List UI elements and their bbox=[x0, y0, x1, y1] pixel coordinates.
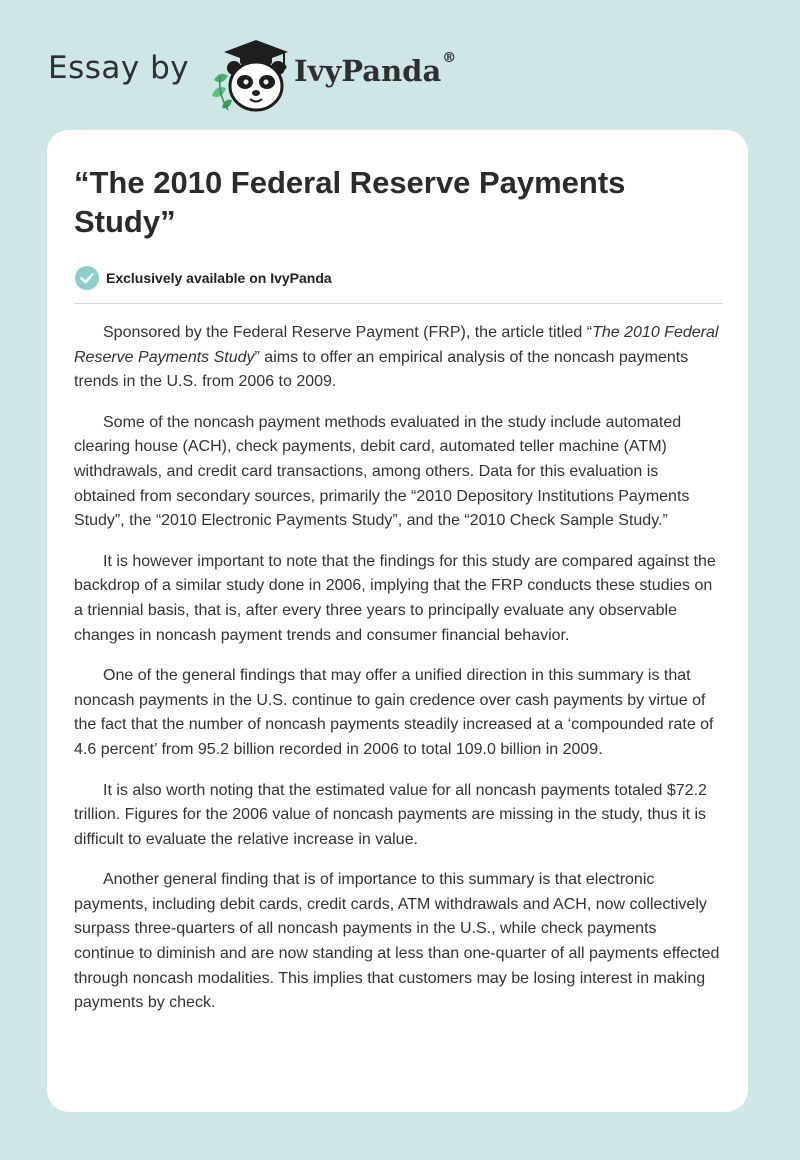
paragraph-4: One of the general findings that may offer a unified direction in this summary is that noncash payments in the U.S. continue to gain credence over cash payments by virtue of the fact that the number of noncash payments steadily increased at a ‘compounded rate of 4.6 percent’ from 95.2 billion recorded in 2006 to total 109.0 billion in 2009. bbox=[74, 667, 714, 758]
brand-name-text: IvyPanda bbox=[294, 54, 442, 88]
essay-body bbox=[74, 321, 721, 1016]
brand-name[interactable] bbox=[294, 50, 457, 88]
title-divider bbox=[74, 303, 723, 304]
registered-mark: ® bbox=[442, 50, 457, 66]
exclusive-badge bbox=[74, 264, 721, 292]
article-title: The 2010 Federal Reserve Payments Study bbox=[74, 324, 719, 366]
badge-text: Exclusively available on IvyPanda bbox=[106, 270, 332, 286]
paragraph-3: It is however important to note that the findings for this study are compared against the backdrop of a similar study done in 2006, implying that the FRP conducts these studies on a triennial basis, that is, after every three years to principally evaluate any observable changes in noncash payment trends and consumer financial behavior. bbox=[74, 552, 716, 644]
check-circle-icon bbox=[74, 265, 100, 291]
paragraph-1-end: ” aims to offer an empirical analysis of the noncash payments trends in the U.S. from 2006 to 2009. bbox=[74, 348, 689, 391]
paragraph-5: It is also worth noting that the estimated value for all noncash payments totaled $72.2 trillion. Figures for the 2006 value of noncash payments are missing in the study, thus it is difficult to evaluate the relative increase in value. bbox=[74, 781, 707, 848]
paragraph-1 bbox=[74, 321, 721, 395]
paragraph-1-start: Sponsored by the Federal Reserve Payment (FRP), the article titled “ bbox=[103, 324, 593, 341]
essay-card bbox=[47, 130, 748, 1112]
site-header bbox=[48, 30, 488, 110]
brand-prefix: Essay by bbox=[48, 50, 190, 86]
paragraph-2: Some of the noncash payment methods evaluated in the study include automated clearing house (ACH), check payments, debit card, automated teller machine (ATM) withdrawals, and credit card transactions, among others. Data for this evaluation is obtained from secondary sources, primarily the “2010 Depository Institutions Payments Study”, the “2010 Electronic Payments Study”, and the “2010 Check Sample Study.” bbox=[74, 413, 690, 530]
paragraph-6: Another general finding that is of importance to this summary is that electronic payments, including debit cards, credit cards, ATM withdrawals and ACH, now collectively surpass three-quarters of all noncash payments in the U.S., while check payments continue to diminish and are now standing at less than one-quarter of all payments effected through noncash modalities. This implies that customers may be losing interest in making payments by check. bbox=[74, 871, 720, 1012]
panda-logo-icon[interactable] bbox=[200, 36, 290, 114]
essay-title: “The 2010 Federal Reserve Payments Study” bbox=[74, 165, 626, 239]
